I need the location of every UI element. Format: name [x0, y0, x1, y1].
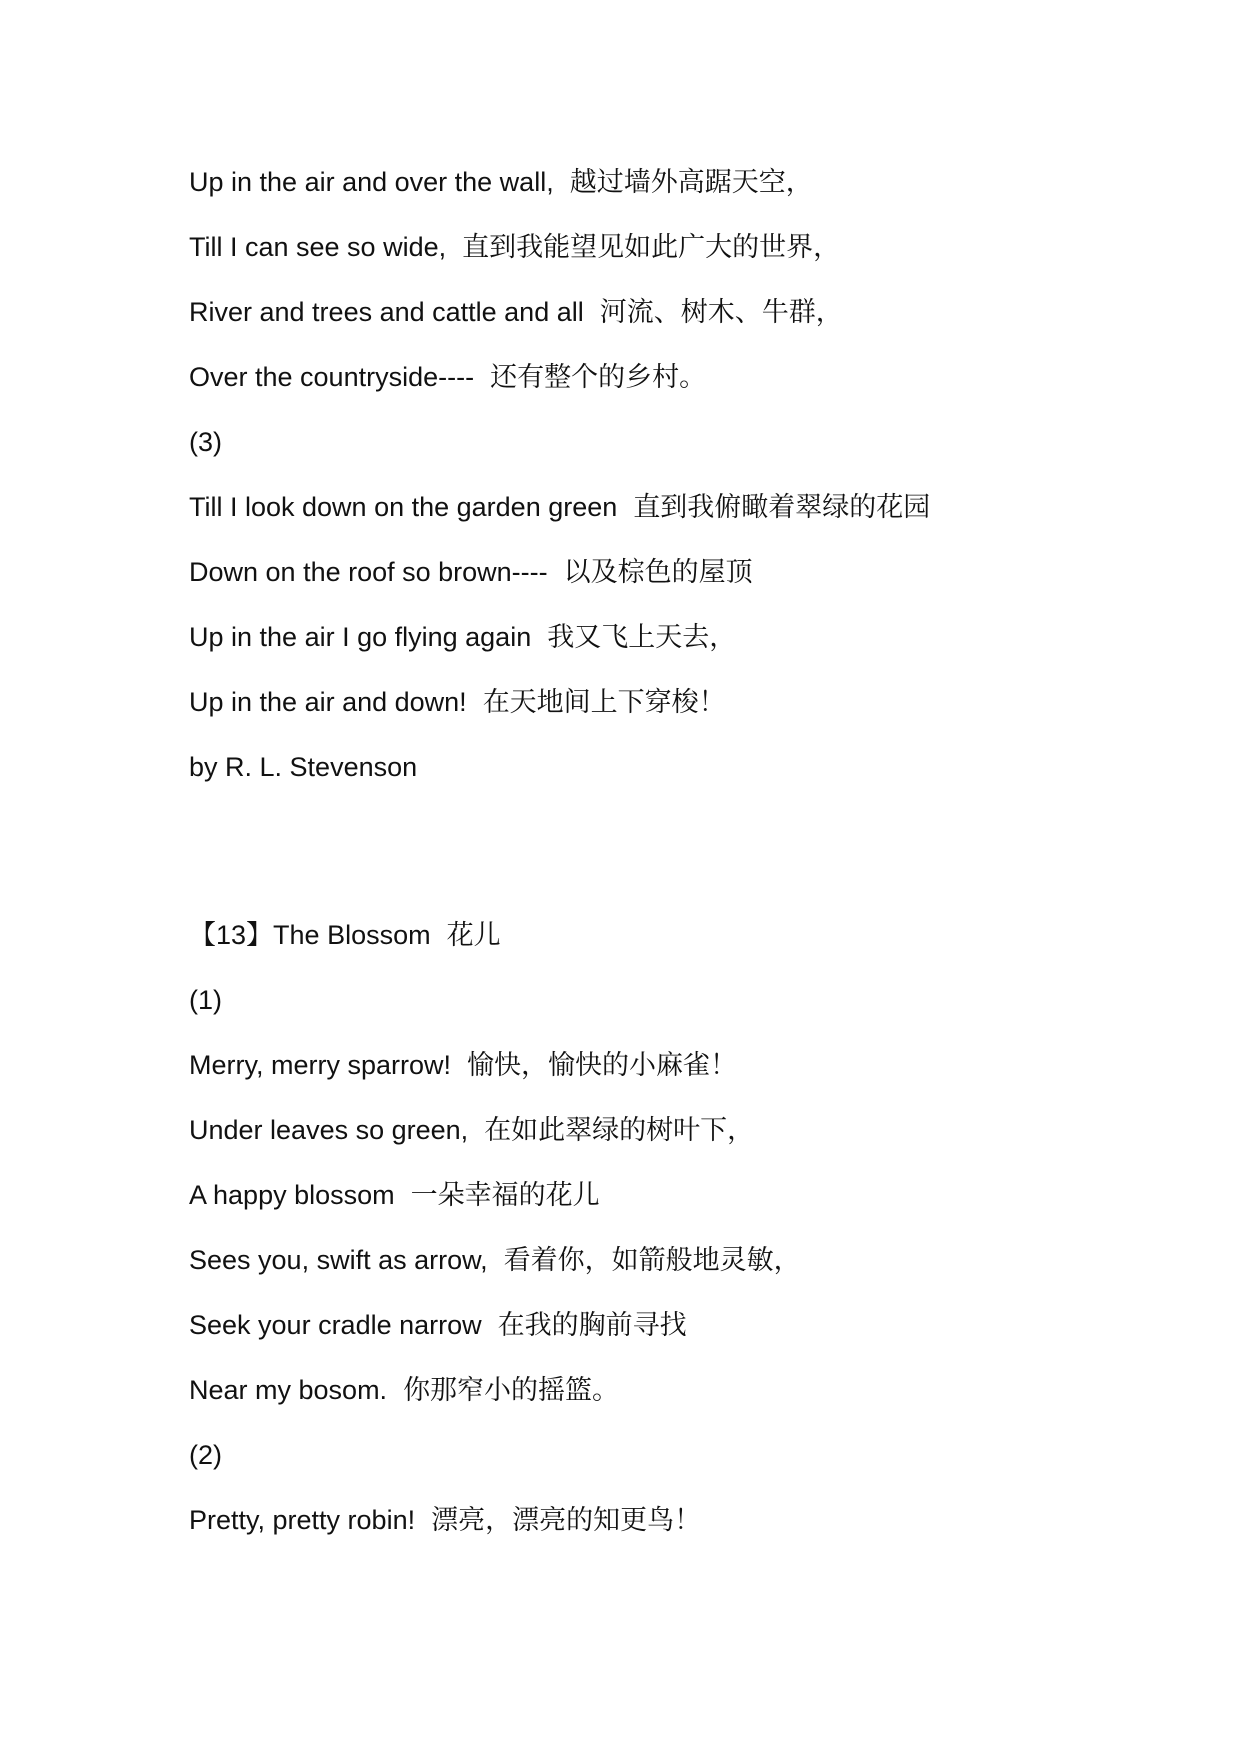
english-text: Seek your cradle narrow	[189, 1310, 482, 1340]
english-text: Up in the air and down!	[189, 687, 467, 717]
english-text: Near my bosom.	[189, 1375, 388, 1405]
chinese-text: 直到我俯瞰着翠绿的花园	[633, 492, 931, 523]
stanza-label: (2)	[189, 1440, 222, 1470]
heading-left-bracket: 【	[189, 920, 216, 951]
chinese-text: 河流、树木、牛群，	[599, 297, 843, 328]
heading-title-en: The Blossom	[273, 920, 431, 950]
poem-line	[189, 682, 726, 722]
poem-line	[189, 292, 843, 332]
english-text: Pretty, pretty robin!	[189, 1505, 416, 1535]
english-text: Till I can see so wide,	[189, 232, 447, 262]
poem-line	[189, 552, 753, 592]
english-text: Up in the air I go flying again	[189, 622, 532, 652]
english-text: Merry, merry sparrow!	[189, 1050, 452, 1080]
chinese-text: 一朵幸福的花儿	[410, 1180, 600, 1211]
english-text: Sees you, swift as arrow,	[189, 1245, 488, 1275]
poem-line	[189, 1500, 701, 1540]
poem-line	[189, 1110, 754, 1150]
chinese-text: 还有整个的乡村。	[490, 362, 707, 393]
english-text: Over the countryside----	[189, 362, 475, 392]
chinese-text: 在我的胸前寻找	[497, 1310, 687, 1341]
author-text: by R. L. Stevenson	[189, 752, 418, 782]
english-text: River and trees and cattle and all	[189, 297, 584, 327]
stanza-number	[189, 980, 222, 1020]
poem-line	[189, 357, 706, 397]
chinese-text: 我又飞上天去，	[547, 622, 737, 653]
heading-title-zh: 花儿	[446, 920, 501, 951]
poem-line	[189, 1045, 737, 1085]
chinese-text: 漂亮，漂亮的知更鸟！	[431, 1505, 702, 1536]
chinese-text: 你那窄小的摇篮。	[403, 1375, 620, 1406]
english-text: Down on the roof so brown----	[189, 557, 548, 587]
stanza-number	[189, 1435, 222, 1475]
poem-line	[189, 162, 813, 202]
poem-line	[189, 227, 840, 267]
english-text: Under leaves so green,	[189, 1115, 469, 1145]
english-text: A happy blossom	[189, 1180, 395, 1210]
chinese-text: 在如此翠绿的树叶下，	[484, 1115, 755, 1146]
chinese-text: 看着你，如箭般地灵敏，	[503, 1245, 801, 1276]
stanza-label: (1)	[189, 985, 222, 1015]
chinese-text: 直到我能望见如此广大的世界，	[462, 232, 841, 263]
english-text: Till I look down on the garden green	[189, 492, 618, 522]
english-text: Up in the air and over the wall,	[189, 167, 554, 197]
stanza-label: (3)	[189, 427, 222, 457]
chinese-text: 越过墙外高踞天空，	[569, 167, 813, 198]
poem-line	[189, 487, 930, 527]
poem-line	[189, 1240, 801, 1280]
poem-line	[189, 1370, 619, 1410]
author-credit	[189, 747, 417, 787]
chinese-text: 在天地间上下穿梭！	[482, 687, 726, 718]
heading-number: 13	[216, 920, 247, 950]
heading-right-bracket: 】	[246, 920, 274, 951]
poem-line	[189, 617, 736, 657]
poem-line	[189, 1305, 687, 1345]
chinese-text: 愉快，愉快的小麻雀！	[467, 1050, 738, 1081]
poem-line	[189, 1175, 600, 1215]
stanza-number	[189, 422, 222, 462]
chinese-text: 以及棕色的屋顶	[563, 557, 753, 588]
section-heading	[189, 915, 501, 955]
